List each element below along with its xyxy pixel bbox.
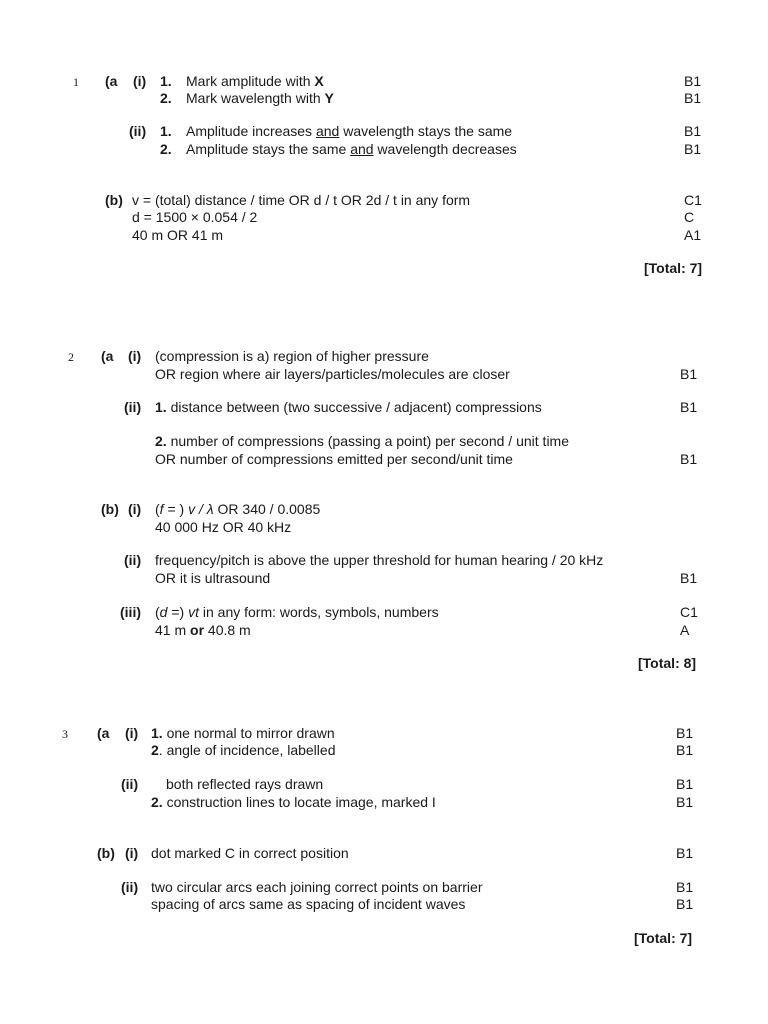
mark: C1 bbox=[680, 604, 698, 620]
subpart-ii-label: (ii) bbox=[124, 399, 142, 415]
answer-line: two circular arcs each joining correct points on barrier bbox=[151, 879, 483, 895]
part-b-label: (b) bbox=[105, 192, 123, 208]
total-marks: [Total: 7] bbox=[644, 260, 703, 276]
answer-line: (f = ) v / λ OR 340 / 0.0085 bbox=[155, 501, 321, 517]
mark: A1 bbox=[684, 227, 702, 243]
item-number: 1. bbox=[160, 73, 172, 89]
answer-line: 40 m OR 41 m bbox=[132, 227, 224, 243]
answer-line: OR number of compressions emitted per second/unit time bbox=[155, 451, 513, 467]
answer-line: 40 000 Hz OR 40 kHz bbox=[155, 519, 292, 535]
mark: B1 bbox=[676, 776, 694, 792]
answer-line: 1. one normal to mirror drawn bbox=[151, 725, 335, 741]
part-a-label: (a bbox=[101, 348, 114, 364]
answer-line: both reflected rays drawn bbox=[166, 776, 324, 792]
subpart-ii-label: (ii) bbox=[121, 879, 139, 895]
mark: B1 bbox=[680, 366, 698, 382]
mark: B1 bbox=[676, 896, 694, 912]
answer-line: 2. angle of incidence, labelled bbox=[151, 742, 336, 758]
subpart-ii-label: (ii) bbox=[124, 552, 142, 568]
mark: B1 bbox=[676, 879, 694, 895]
answer-line: Amplitude increases and wavelength stays the same bbox=[186, 123, 513, 139]
answer-line: 1. distance between (two successive / adjacent) compressions bbox=[155, 399, 542, 415]
question-number: 2 bbox=[68, 350, 74, 364]
answer-line: frequency/pitch is above the upper threshold for human hearing / 20 kHz bbox=[155, 552, 604, 568]
mark: B1 bbox=[684, 123, 702, 139]
answer-line: (compression is a) region of higher pressure bbox=[155, 348, 429, 364]
answer-line: Amplitude stays the same and wavelength decreases bbox=[186, 141, 517, 157]
subpart-iii-label: (iii) bbox=[120, 604, 141, 620]
item-number: 2. bbox=[160, 141, 172, 157]
part-a-label: (a bbox=[97, 725, 110, 741]
subpart-i-label: (i) bbox=[128, 501, 142, 517]
part-b-label: (b) bbox=[101, 501, 119, 517]
question-number: 1 bbox=[73, 75, 79, 89]
answer-line: spacing of arcs same as spacing of incident waves bbox=[151, 896, 466, 912]
total-marks: [Total: 8] bbox=[638, 655, 697, 671]
answer-line: 2. number of compressions (passing a point) per second / unit time bbox=[155, 433, 569, 449]
item-number: 2. bbox=[160, 90, 172, 106]
mark: B1 bbox=[684, 90, 702, 106]
mark: B1 bbox=[680, 451, 698, 467]
part-a-label: (a bbox=[105, 73, 118, 89]
answer-line: dot marked C in correct position bbox=[151, 845, 349, 861]
mark: A bbox=[680, 622, 690, 638]
answer-line: d = 1500 × 0.054 / 2 bbox=[132, 209, 258, 225]
subpart-i-label: (i) bbox=[128, 348, 142, 364]
total-marks: [Total: 7] bbox=[634, 930, 693, 946]
item-number: 1. bbox=[160, 123, 172, 139]
mark: C bbox=[684, 209, 695, 225]
subpart-i-label: (i) bbox=[133, 73, 147, 89]
subpart-ii-label: (ii) bbox=[129, 123, 147, 139]
mark: B1 bbox=[680, 399, 698, 415]
answer-line: OR it is ultrasound bbox=[155, 570, 271, 586]
question-number: 3 bbox=[62, 727, 68, 741]
answer-line: 41 m or 40.8 m bbox=[155, 622, 251, 638]
answer-line: v = (total) distance / time OR d / t OR 2d / t in any form bbox=[132, 192, 471, 208]
mark: B1 bbox=[680, 570, 698, 586]
answer-line: (d =) vt in any form: words, symbols, numbers bbox=[155, 604, 439, 620]
answer-line: OR region where air layers/particles/molecules are closer bbox=[155, 366, 510, 382]
mark: B1 bbox=[676, 845, 694, 861]
mark: B1 bbox=[676, 794, 694, 810]
answer-line: Mark amplitude with X bbox=[186, 73, 324, 89]
answer-line: Mark wavelength with Y bbox=[186, 90, 334, 106]
mark: B1 bbox=[676, 742, 694, 758]
mark: C1 bbox=[684, 192, 702, 208]
mark: B1 bbox=[684, 141, 702, 157]
mark: B1 bbox=[676, 725, 694, 741]
subpart-i-label: (i) bbox=[125, 845, 139, 861]
part-b-label: (b) bbox=[97, 845, 115, 861]
subpart-i-label: (i) bbox=[125, 725, 139, 741]
mark: B1 bbox=[684, 73, 702, 89]
subpart-ii-label: (ii) bbox=[121, 776, 139, 792]
answer-line: 2. construction lines to locate image, marked I bbox=[151, 794, 436, 810]
